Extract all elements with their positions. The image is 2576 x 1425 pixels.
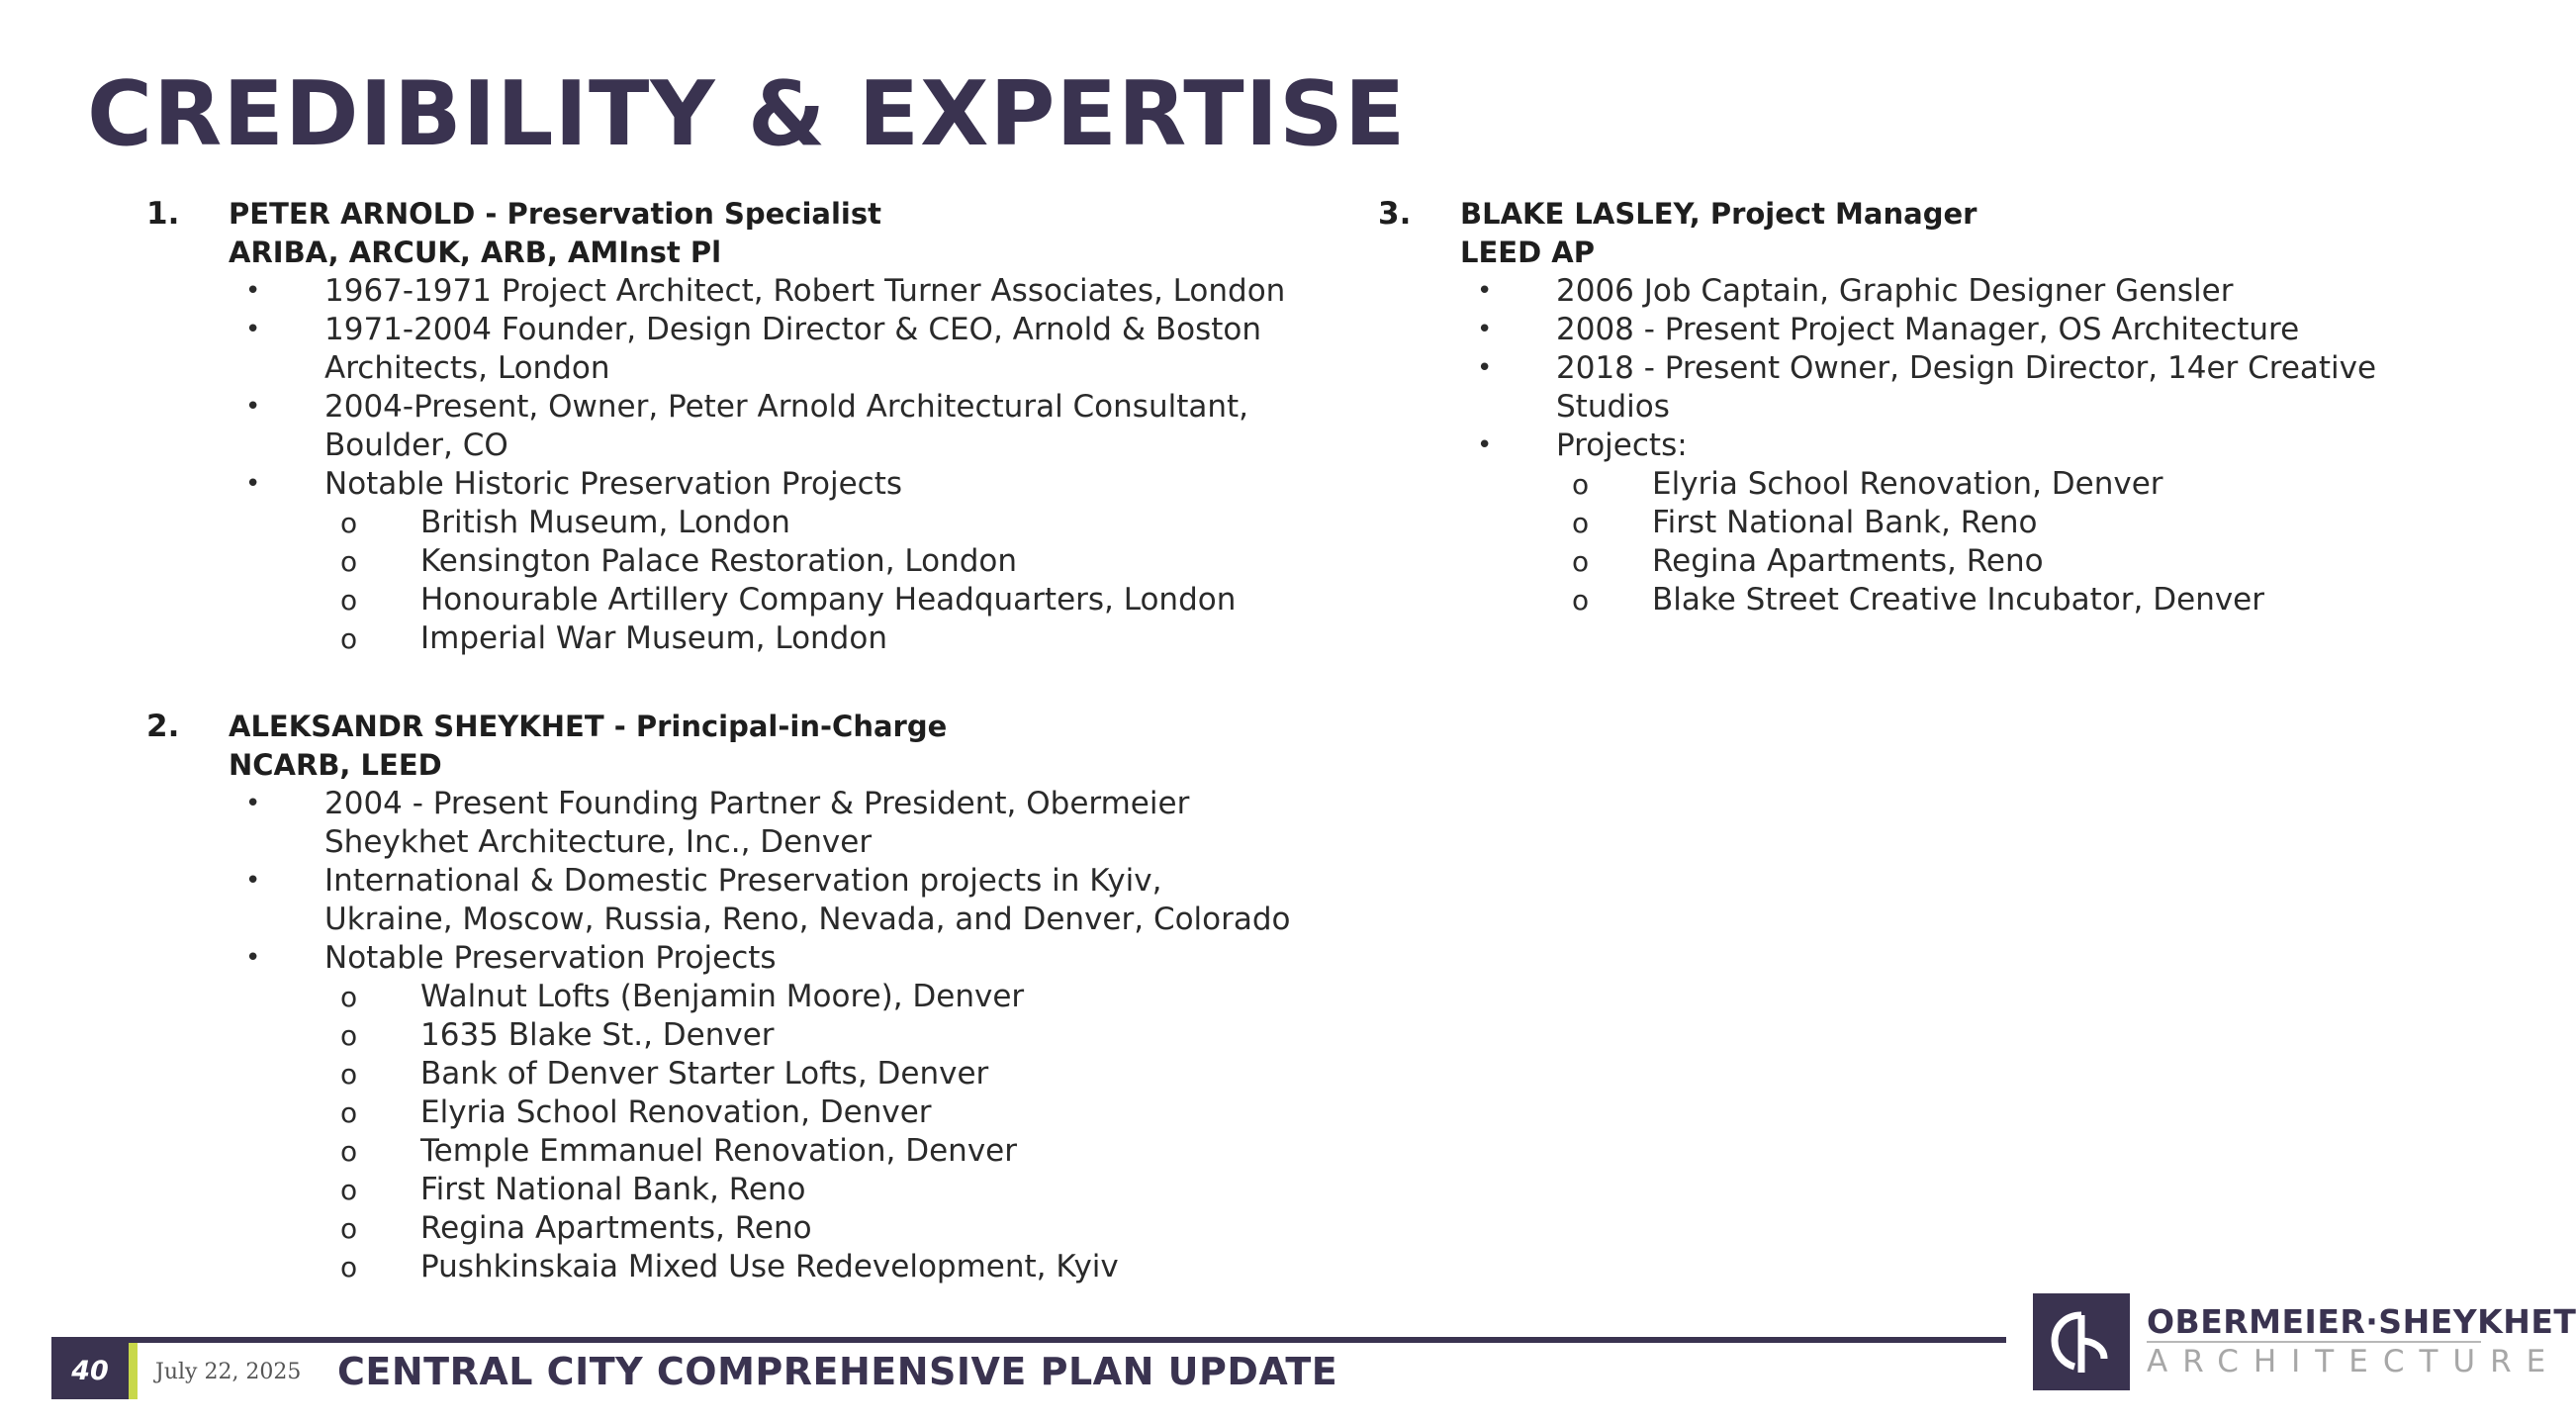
project-item (146, 978, 1294, 1016)
project-item (146, 1055, 1294, 1093)
person-name: ALEKSANDR SHEYKHET - Principal-in-Charge (229, 710, 948, 743)
bullet-icon: • (245, 789, 261, 818)
right-column (1378, 195, 2496, 669)
project-text: Kensington Palace Restoration, London (420, 543, 1018, 579)
experience-item (1378, 272, 2496, 311)
page-number: 40 (51, 1343, 129, 1399)
project-item (146, 1248, 1294, 1286)
experience-text: 1967-1971 Project Architect, Robert Turner Associates, London (324, 273, 1286, 309)
person-header (229, 708, 1294, 785)
project-item (146, 542, 1294, 581)
circle-bullet-icon: o (1572, 584, 1590, 617)
project-text: Pushkinskaia Mixed Use Redevelopment, Kyiv (420, 1249, 1119, 1284)
experience-item (1378, 311, 2496, 349)
logo-subtitle: ARCHITECTURE (2147, 1344, 2561, 1379)
project-text: Imperial War Museum, London (420, 620, 887, 656)
project-item (1378, 504, 2496, 542)
project-item (146, 581, 1294, 619)
bullet-icon: • (1477, 276, 1493, 306)
project-item (1378, 542, 2496, 581)
person-3 (1378, 195, 2496, 619)
experience-item (146, 862, 1294, 939)
experience-list (146, 272, 1294, 658)
project-text: British Museum, London (420, 505, 790, 540)
experience-item (146, 311, 1294, 388)
experience-text: 2018 - Present Owner, Design Director, 14er Creative Studios (1556, 350, 2377, 425)
bullet-icon: • (245, 276, 261, 306)
circle-bullet-icon: o (340, 545, 358, 578)
person-header (1460, 195, 2496, 272)
person-number: 3. (1378, 196, 1412, 232)
project-item (146, 1209, 1294, 1248)
circle-bullet-icon: o (340, 507, 358, 539)
project-text: First National Bank, Reno (420, 1172, 806, 1207)
bullet-icon: • (245, 469, 261, 499)
person-credentials: NCARB, LEED (229, 748, 442, 782)
circle-bullet-icon: o (1572, 507, 1590, 539)
bullet-icon: • (1477, 315, 1493, 344)
circle-bullet-icon: o (340, 584, 358, 617)
circle-bullet-icon: o (340, 1174, 358, 1206)
project-item (1378, 465, 2496, 504)
project-text: Bank of Denver Starter Lofts, Denver (420, 1056, 989, 1092)
circle-bullet-icon: o (340, 1058, 358, 1091)
page-badge-accent (129, 1343, 138, 1399)
experience-item (146, 272, 1294, 311)
project-item (146, 1093, 1294, 1132)
logo-mark-icon (2033, 1293, 2130, 1390)
footer-date: July 22, 2025 (155, 1360, 302, 1384)
person-credentials: ARIBA, ARCUK, ARB, AMInst Pl (229, 236, 722, 269)
project-list (324, 504, 1294, 658)
footer-title: CENTRAL CITY COMPREHENSIVE PLAN UPDATE (337, 1350, 1338, 1393)
bullet-icon: • (245, 943, 261, 973)
project-text: 1635 Blake St., Denver (420, 1017, 775, 1053)
project-text: Blake Street Creative Incubator, Denver (1652, 582, 2265, 618)
experience-text: Projects: (1556, 428, 1688, 463)
experience-text: 2004-Present, Owner, Peter Arnold Architectural Consultant, Boulder, CO (324, 389, 1249, 463)
circle-bullet-icon: o (340, 981, 358, 1013)
bullet-icon: • (245, 315, 261, 344)
project-text: Regina Apartments, Reno (420, 1210, 812, 1246)
experience-text: Notable Historic Preservation Projects (324, 466, 903, 502)
logo-divider (2147, 1341, 2481, 1343)
left-column (146, 195, 1294, 1336)
person-name: BLAKE LASLEY, Project Manager (1460, 197, 1978, 231)
project-item (146, 1016, 1294, 1055)
circle-bullet-icon: o (340, 1135, 358, 1168)
circle-bullet-icon: o (340, 1251, 358, 1283)
project-text: Walnut Lofts (Benjamin Moore), Denver (420, 979, 1025, 1014)
circle-bullet-icon: o (340, 1096, 358, 1129)
person-1 (146, 195, 1294, 658)
experience-text: 1971-2004 Founder, Design Director & CEO, Arnold & Boston Architects, London (324, 312, 1261, 386)
experience-list (1378, 272, 2496, 619)
footer-divider (51, 1337, 2006, 1343)
bullet-icon: • (245, 392, 261, 422)
project-item (1378, 581, 2496, 619)
circle-bullet-icon: o (340, 1212, 358, 1245)
circle-bullet-icon: o (1572, 545, 1590, 578)
logo-wordmark: OBERMEIER·SHEYKHET (2147, 1302, 2576, 1341)
person-header (229, 195, 1294, 272)
project-text: Elyria School Renovation, Denver (1652, 466, 2163, 502)
person-2 (146, 708, 1294, 1286)
experience-text: 2004 - Present Founding Partner & President, Obermeier Sheykhet Architecture, Inc., Denver (324, 786, 1190, 860)
project-list (1556, 465, 2496, 619)
project-text: First National Bank, Reno (1652, 505, 2038, 540)
person-credentials: LEED AP (1460, 236, 1595, 269)
project-item (146, 1171, 1294, 1209)
page-title: CREDIBILITY & EXPERTISE (87, 62, 1407, 166)
experience-item (146, 939, 1294, 1286)
project-text: Honourable Artillery Company Headquarters, London (420, 582, 1237, 618)
project-list (324, 978, 1294, 1286)
bullet-icon: • (1477, 353, 1493, 383)
person-number: 2. (146, 709, 180, 744)
experience-list (146, 785, 1294, 1286)
experience-text: 2006 Job Captain, Graphic Designer Gensler (1556, 273, 2234, 309)
experience-item (146, 785, 1294, 862)
project-text: Regina Apartments, Reno (1652, 543, 2044, 579)
person-name: PETER ARNOLD - Preservation Specialist (229, 197, 881, 231)
project-item (146, 619, 1294, 658)
bullet-icon: • (245, 866, 261, 896)
person-number: 1. (146, 196, 180, 232)
experience-item (1378, 427, 2496, 619)
experience-text: Notable Preservation Projects (324, 940, 777, 976)
experience-item (146, 388, 1294, 465)
experience-text: 2008 - Present Project Manager, OS Architecture (1556, 312, 2300, 347)
bullet-icon: • (1477, 430, 1493, 460)
project-text: Temple Emmanuel Renovation, Denver (420, 1133, 1017, 1169)
experience-text: International & Domestic Preservation projects in Kyiv, Ukraine, Moscow, Russia, Reno, Nevada, and Denver, Colorado (324, 863, 1291, 937)
project-item (146, 1132, 1294, 1171)
project-item (146, 504, 1294, 542)
project-text: Elyria School Renovation, Denver (420, 1094, 932, 1130)
circle-bullet-icon: o (1572, 468, 1590, 501)
experience-item (1378, 349, 2496, 427)
circle-bullet-icon: o (340, 1019, 358, 1052)
experience-item (146, 465, 1294, 658)
circle-bullet-icon: o (340, 622, 358, 655)
